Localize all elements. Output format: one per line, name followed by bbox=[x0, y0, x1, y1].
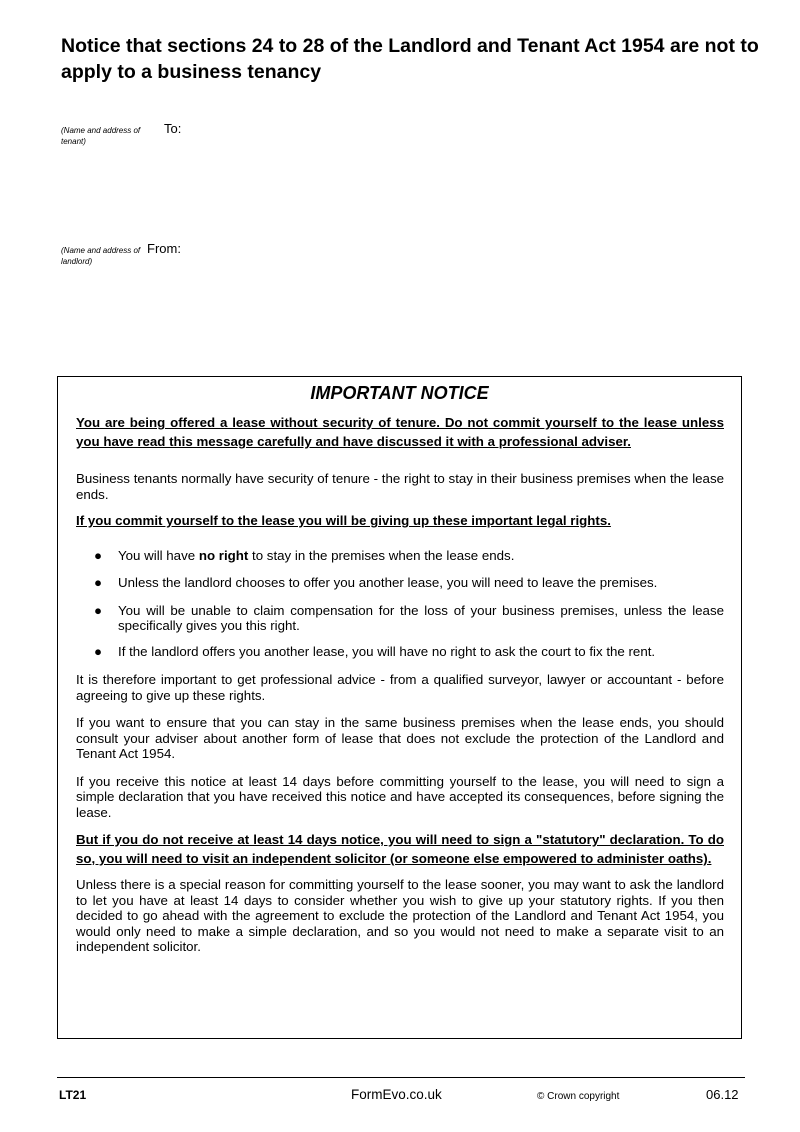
notice-body bbox=[76, 413, 724, 955]
rights-heading: If you commit yourself to the lease you will be giving up these important legal rights. bbox=[76, 513, 611, 528]
list-item bbox=[76, 548, 724, 564]
list-item bbox=[76, 603, 724, 634]
bullet-text-post: to stay in the premises when the lease ends. bbox=[248, 547, 515, 563]
form-version: 06.12 bbox=[706, 1087, 739, 1102]
special-reason-paragraph: Unless there is a special reason for committing yourself to the lease sooner, you may want to ask the landlord to let you have at least 14 days to consider whether you wish to give up your statutory rights. If you then decided to go ahead with the agreement to exclude the protection of the Landlord and Tenant Act 1954, you would only need to make a simple declaration, and so you would not need to make a separate visit to an independent solicitor. bbox=[76, 877, 724, 954]
list-item bbox=[76, 644, 724, 660]
bullet-icon: ● bbox=[94, 575, 103, 590]
professional-advice-paragraph: It is therefore important to get professional advice - from a qualified surveyor, lawyer or accountant - before agreeing to give up these rights. bbox=[76, 672, 724, 703]
bullet-icon: ● bbox=[94, 547, 103, 563]
footer-divider bbox=[57, 1077, 745, 1078]
landlord-name-address-note: (Name and address of landlord) bbox=[61, 246, 141, 266]
bullet-icon: ● bbox=[94, 643, 103, 659]
rights-list bbox=[76, 548, 724, 660]
bullet-text: Unless the landlord chooses to offer you another lease, you will need to leave the premises. bbox=[118, 575, 658, 590]
page-title: Notice that sections 24 to 28 of the Landlord and Tenant Act 1954 are not to apply to a business tenancy bbox=[61, 35, 759, 83]
notice-heading: IMPORTANT NOTICE bbox=[310, 383, 489, 403]
form-code: LT21 bbox=[59, 1088, 87, 1102]
bullet-text: You will be unable to claim compensation for the loss of your business premises, unless the lease specifically gives you this right. bbox=[118, 602, 724, 633]
tenant-name-address-note: (Name and address of tenant) bbox=[61, 126, 141, 146]
to-label: To: bbox=[164, 121, 182, 136]
simple-declaration-paragraph: If you receive this notice at least 14 days before committing yourself to the lease, you will need to sign a simple declaration that you have received this notice and have accepted its consequences, before signing the lease. bbox=[76, 773, 724, 820]
bullet-text-bold: no right bbox=[198, 547, 249, 563]
bullet-icon: ● bbox=[94, 602, 103, 618]
footer-site: FormEvo.co.uk bbox=[351, 1087, 442, 1102]
important-notice-box bbox=[57, 376, 742, 1039]
copyright-notice: © Crown copyright bbox=[537, 1091, 620, 1102]
from-label: From: bbox=[147, 241, 181, 256]
warning-paragraph: You are being offered a lease without security of tenure. Do not commit yourself to the lease unless you have read this message carefully and have discussed it with a professional adviser. bbox=[76, 415, 724, 449]
other-lease-paragraph: If you want to ensure that you can stay in the same business premises when the lease ends, you should consult your adviser about another form of lease that does not exclude the protection of the Landlord and Tenant Act 1954. bbox=[76, 715, 724, 761]
bullet-text-pre: You will have bbox=[118, 547, 199, 563]
statutory-declaration-paragraph: But if you do not receive at least 14 days notice, you will need to sign a "statutory" declaration. To do so, you will need to visit an independent solicitor (or someone else empowered to administer oaths). bbox=[76, 832, 724, 866]
bullet-text: If the landlord offers you another lease, you will have no right to ask the court to fix the rent. bbox=[118, 643, 656, 659]
security-of-tenure-paragraph: Business tenants normally have security of tenure - the right to stay in their business premises when the lease ends. bbox=[76, 471, 724, 502]
list-item bbox=[76, 575, 724, 591]
